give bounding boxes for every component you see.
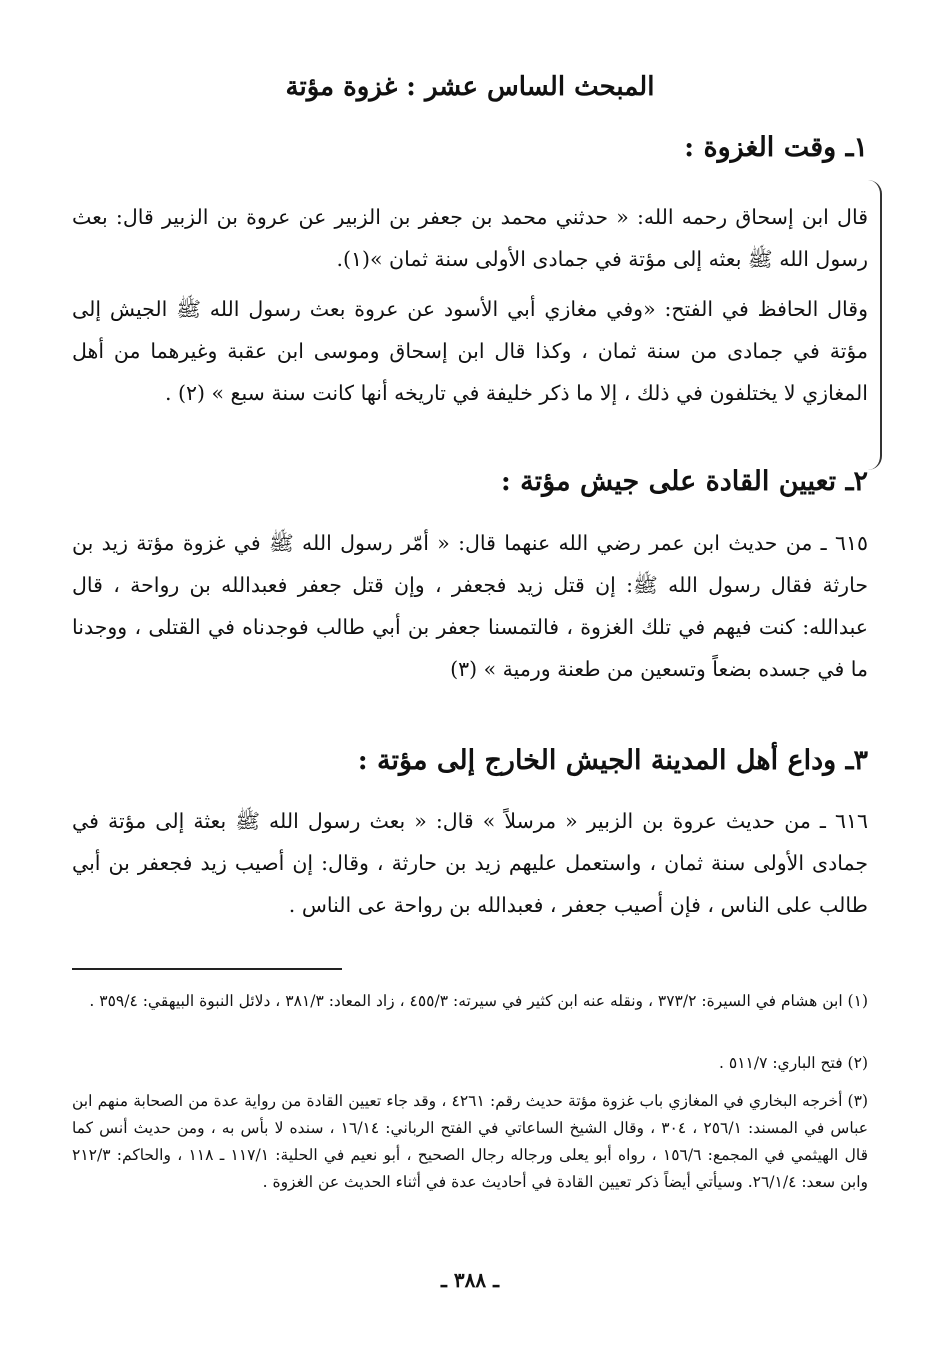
hadith-616: ٦١٦ ـ من حديث عروة بن الزبير « مرسلاً » قال: « بعث رسول الله ﷺ بعثة إلى مؤتة في جمادى الأولى سنة ثمان ، واستعمل عليهم زيد بن حارثة ، وقال: إن أصيب زيد فجعفر بن أبي طالب على الناس ، فإن أصيب جعفر ، فعبدالله بن رواحة عى الناس . xyxy=(72,809,868,917)
footnote-3: (٣) أخرجه البخاري في المغازي باب غزوة مؤتة حديث رقم: ٤٢٦١ ، وقد جاء تعيين القادة من رواية عدة من الصحابة منهم ابن عباس في المسند: ٢٥٦/١ ، ٣٠٤ ، وقال الشيخ الساعاتي في الفتح الرباني: ١٦/١٤ ، سنده لا بأس به ، ومن حديث أنس كما قال الهيثمي في المجمع: ١٥٦/٦ ، رواه أبو يعلى ورجاله رجال الصحيح ، أبو نعيم في الحلية: ١١٧/١ ـ ١١٨ ، والحاكم: ٢١٢/٣ وابن سعد: ٢٦/١/٤. وسيأتي أيضاً ذكر تعيين القادة في أحاديث عدة في أثناء الحديث عن الغزوة . xyxy=(72,1092,868,1191)
section-heading-2: ٢ـ تعيين القادة على جيش مؤتة : xyxy=(500,466,868,497)
section-1-paragraph-2: وقال الحافظ في الفتح: «وفي مغازي أبي الأسود عن عروة بعث رسول الله ﷺ الجيش إلى مؤتة في جمادى من سنة ثمان ، وكذا قال ابن إسحاق وموسى ابن عقبة وغيرهما من أهل المغازي لا يختلفون في ذلك ، إلا ما ذكر خليفة في تاريخه أنها كانت سنة سبع » (٢) . xyxy=(72,297,868,405)
footnote-1: (١) ابن هشام في السيرة: ٣٧٣/٢ ، ونقله عنه ابن كثير في سيرته: ٤٥٥/٣ ، زاد المعاد: ٣٨١/٣ ، دلائل النبوة البيهقي: ٣٥٩/٤ . xyxy=(89,992,868,1010)
section-heading-3: ٣ـ وداع أهل المدينة الجيش الخارج إلى مؤتة : xyxy=(357,745,868,776)
page-title: المبحث الساس عشر : غزوة مؤتة xyxy=(285,72,655,102)
section-heading-1: ١ـ وقت الغزوة : xyxy=(684,132,868,163)
page-number: ـ ٣٨٨ ـ xyxy=(441,1268,499,1292)
section-1-paragraph-1: قال ابن إسحاق رحمه الله: « حدثني محمد بن جعفر بن الزبير عن عروة بن الزبير قال: بعث رسول الله ﷺ بعثه إلى مؤتة في جمادى الأولى سنة ثمان »(١). xyxy=(72,205,868,271)
hadith-615: ٦١٥ ـ من حديث ابن عمر رضي الله عنهما قال: « أمّر رسول الله ﷺ في غزوة مؤتة زيد بن حارثة فقال رسول الله ﷺ: إن قتل زيد فجعفر ، وإن قتل جعفر فعبدالله بن رواحة ، قال عبدالله: كنت فيهم في تلك الغزوة ، فالتمسنا جعفر بن أبي طالب فوجدناه في القتلى ، ووجدنا ما في جسده بضعاً وتسعين من طعنة ورمية » (٣) xyxy=(72,531,868,681)
footnote-rule xyxy=(72,968,342,970)
footnote-2: (٢) فتح الباري: ٥١١/٧ . xyxy=(719,1054,868,1072)
